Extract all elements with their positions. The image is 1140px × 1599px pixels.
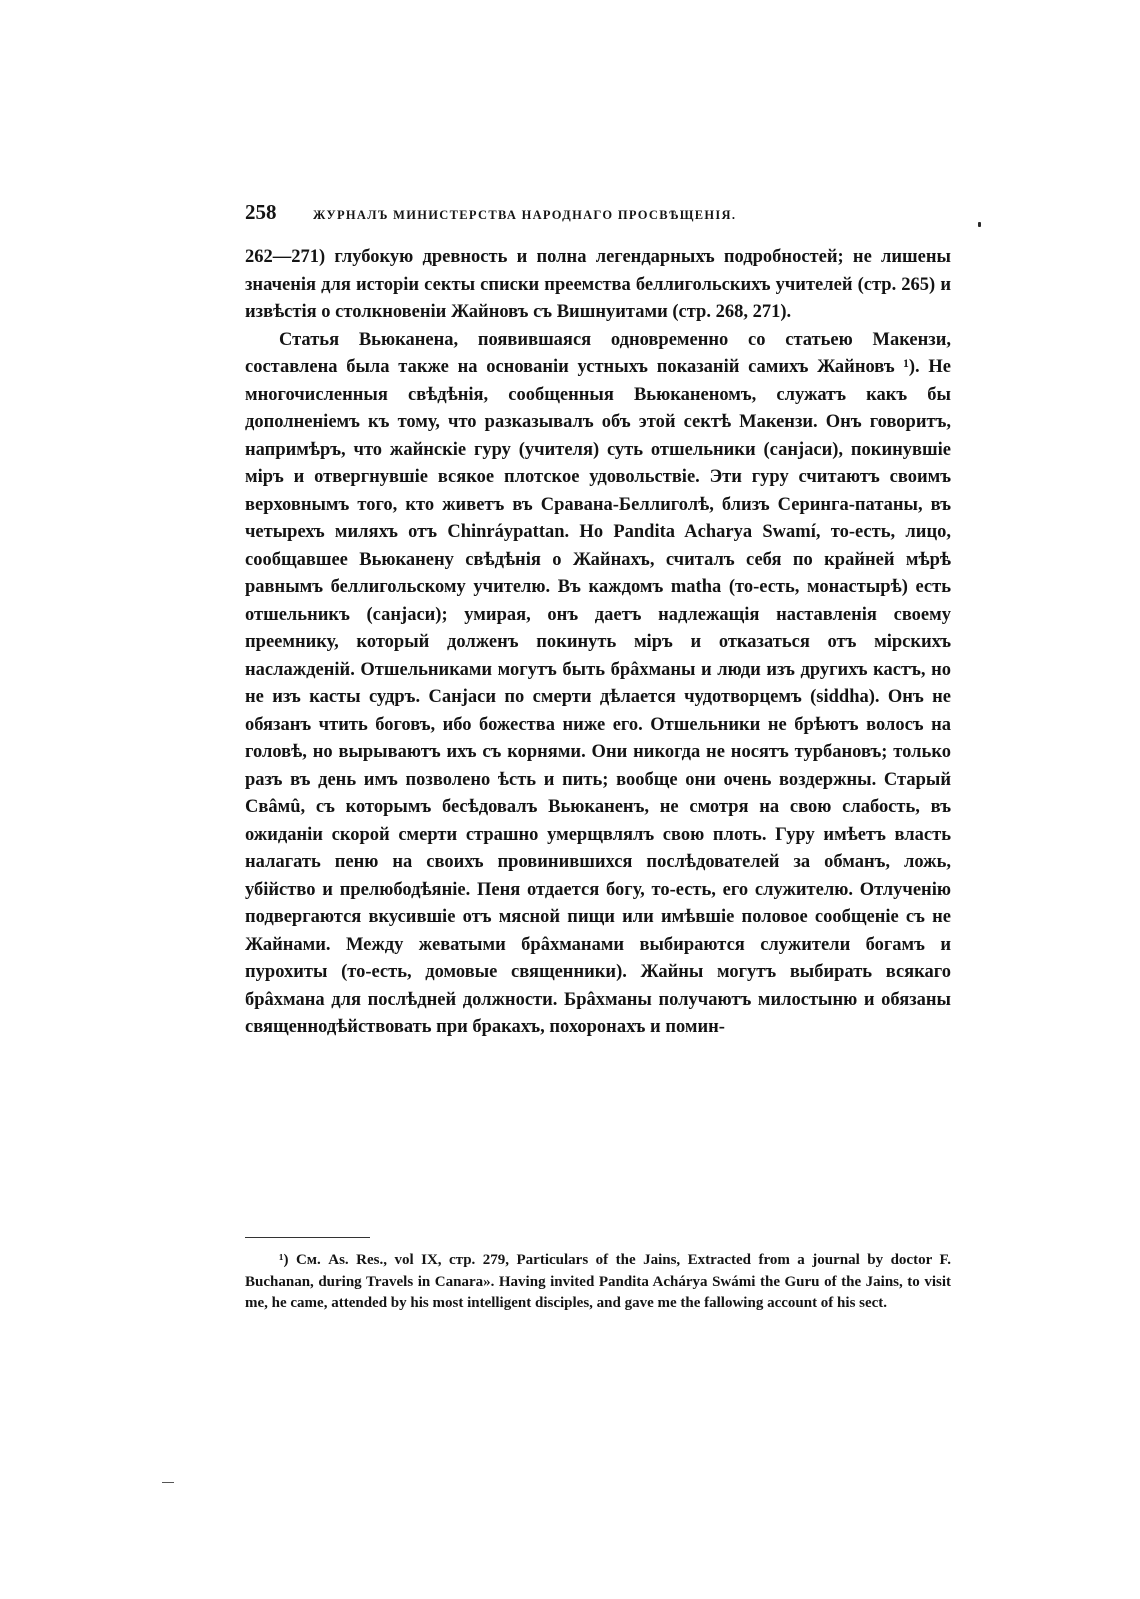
paragraph-2: Статья Вьюканена, появившаяся одновременно со статьею Макензи, составлена была также на основаніи устныхъ показаній самихъ Жайновъ ¹). Не многочисленныя свѣдѣнія, сообщенныя Вьюканеномъ, служатъ какъ бы дополненіемъ къ тому, что разказывалъ объ этой сектѣ Макензи. Онъ говоритъ, напримѣръ, что жайнскіе гуру (учителя) суть отшельники (санjаси), покинувшіе міръ и отвергнувшіе всякое плотское удовольствіе. Эти гуру считаютъ своимъ верховнымъ того, кто живетъ въ Сравана-Беллиголѣ, близъ Серинга-патаны, въ четырехъ миляхъ отъ Chinráypattan. Но Pandita Acharya Swamí, то-есть, лицо, сообщавшее Вьюканену свѣдѣнія о Жайнахъ, считалъ себя по крайней мѣрѣ равнымъ беллигольскому учителю. Въ каждомъ matha (то-есть, монастырѣ) есть отшельникъ (санjаси); умирая, онъ даетъ надлежащія наставленія своему преемнику, который долженъ покинуть міръ и отказаться отъ мірскихъ наслажденій. Отшельниками могутъ быть брâхманы и люди изъ другихъ кастъ, но не изъ касты судръ. Санjаси по смерти дѣлается чудотворцемъ (siddha). Онъ не обязанъ чтить боговъ, ибо божества ниже его. Отшельники не брѣютъ волосъ на головѣ, но вырываютъ ихъ съ корнями. Они никогда не носятъ турбановъ; только разъ въ день имъ позволено ѣсть и пить; вообще они очень воздержны. Старый Свâмû, съ которымъ бесѣдовалъ Вьюканенъ, не смотря на свою слабость, въ ожиданіи скорой смерти страшно умерщвлялъ свою плоть. Гуру имѣетъ власть налагать пеню на своихъ провинившихся послѣдователей за обманъ, ложь, убійство и прелюбодѣяніе. Пеня отдается богу, то-есть, его служителю. Отлученію подвергаются вкусившіе отъ мясной пищи или имѣвшіе половое сообщеніе съ не Жайнами. Между жеватыми брâхманами выбираются служители богамъ и пурохиты (то-есть, домовые священники). Жайны могутъ выбирать всякаго брâхмана для послѣдней должности. Брâхманы получаютъ милостыню и обязаны священнодѣйствовать при бракахъ, похоронахъ и помин-: [245, 329, 951, 1037]
footnote-separator: [245, 1237, 370, 1238]
running-head: ЖУРНАЛЪ МИНИСТЕРСТВА НАРОДНАГО ПРОСВѢЩЕНІЯ.: [313, 208, 737, 222]
paragraph-1: 262—271) глубокую древность и полна легендарныхъ подробностей; не лишены значенія для исторіи секты списки преемства беллигольскихъ учителей (стр. 265) и извѣстія о столкновеніи Жайновъ съ Вишнуитами (стр. 268, 271).: [245, 247, 951, 322]
margin-mark: [162, 1482, 174, 1483]
page-header: [245, 200, 845, 230]
ink-speck: [978, 222, 981, 227]
main-text: [245, 244, 951, 1042]
footnote: ¹) См. As. Res., vol IX, стр. 279, Particulars of the Jains, Extracted from a journal by doctor F. Buchanan, during Travels in Canara». Having invited Pandita Achárya Swámi the Guru of the Jains, to visit me, he came, attended by his most intelligent disciples, and gave me the fallowing account of his sect.: [245, 1252, 951, 1311]
page-number: 258: [245, 200, 277, 224]
